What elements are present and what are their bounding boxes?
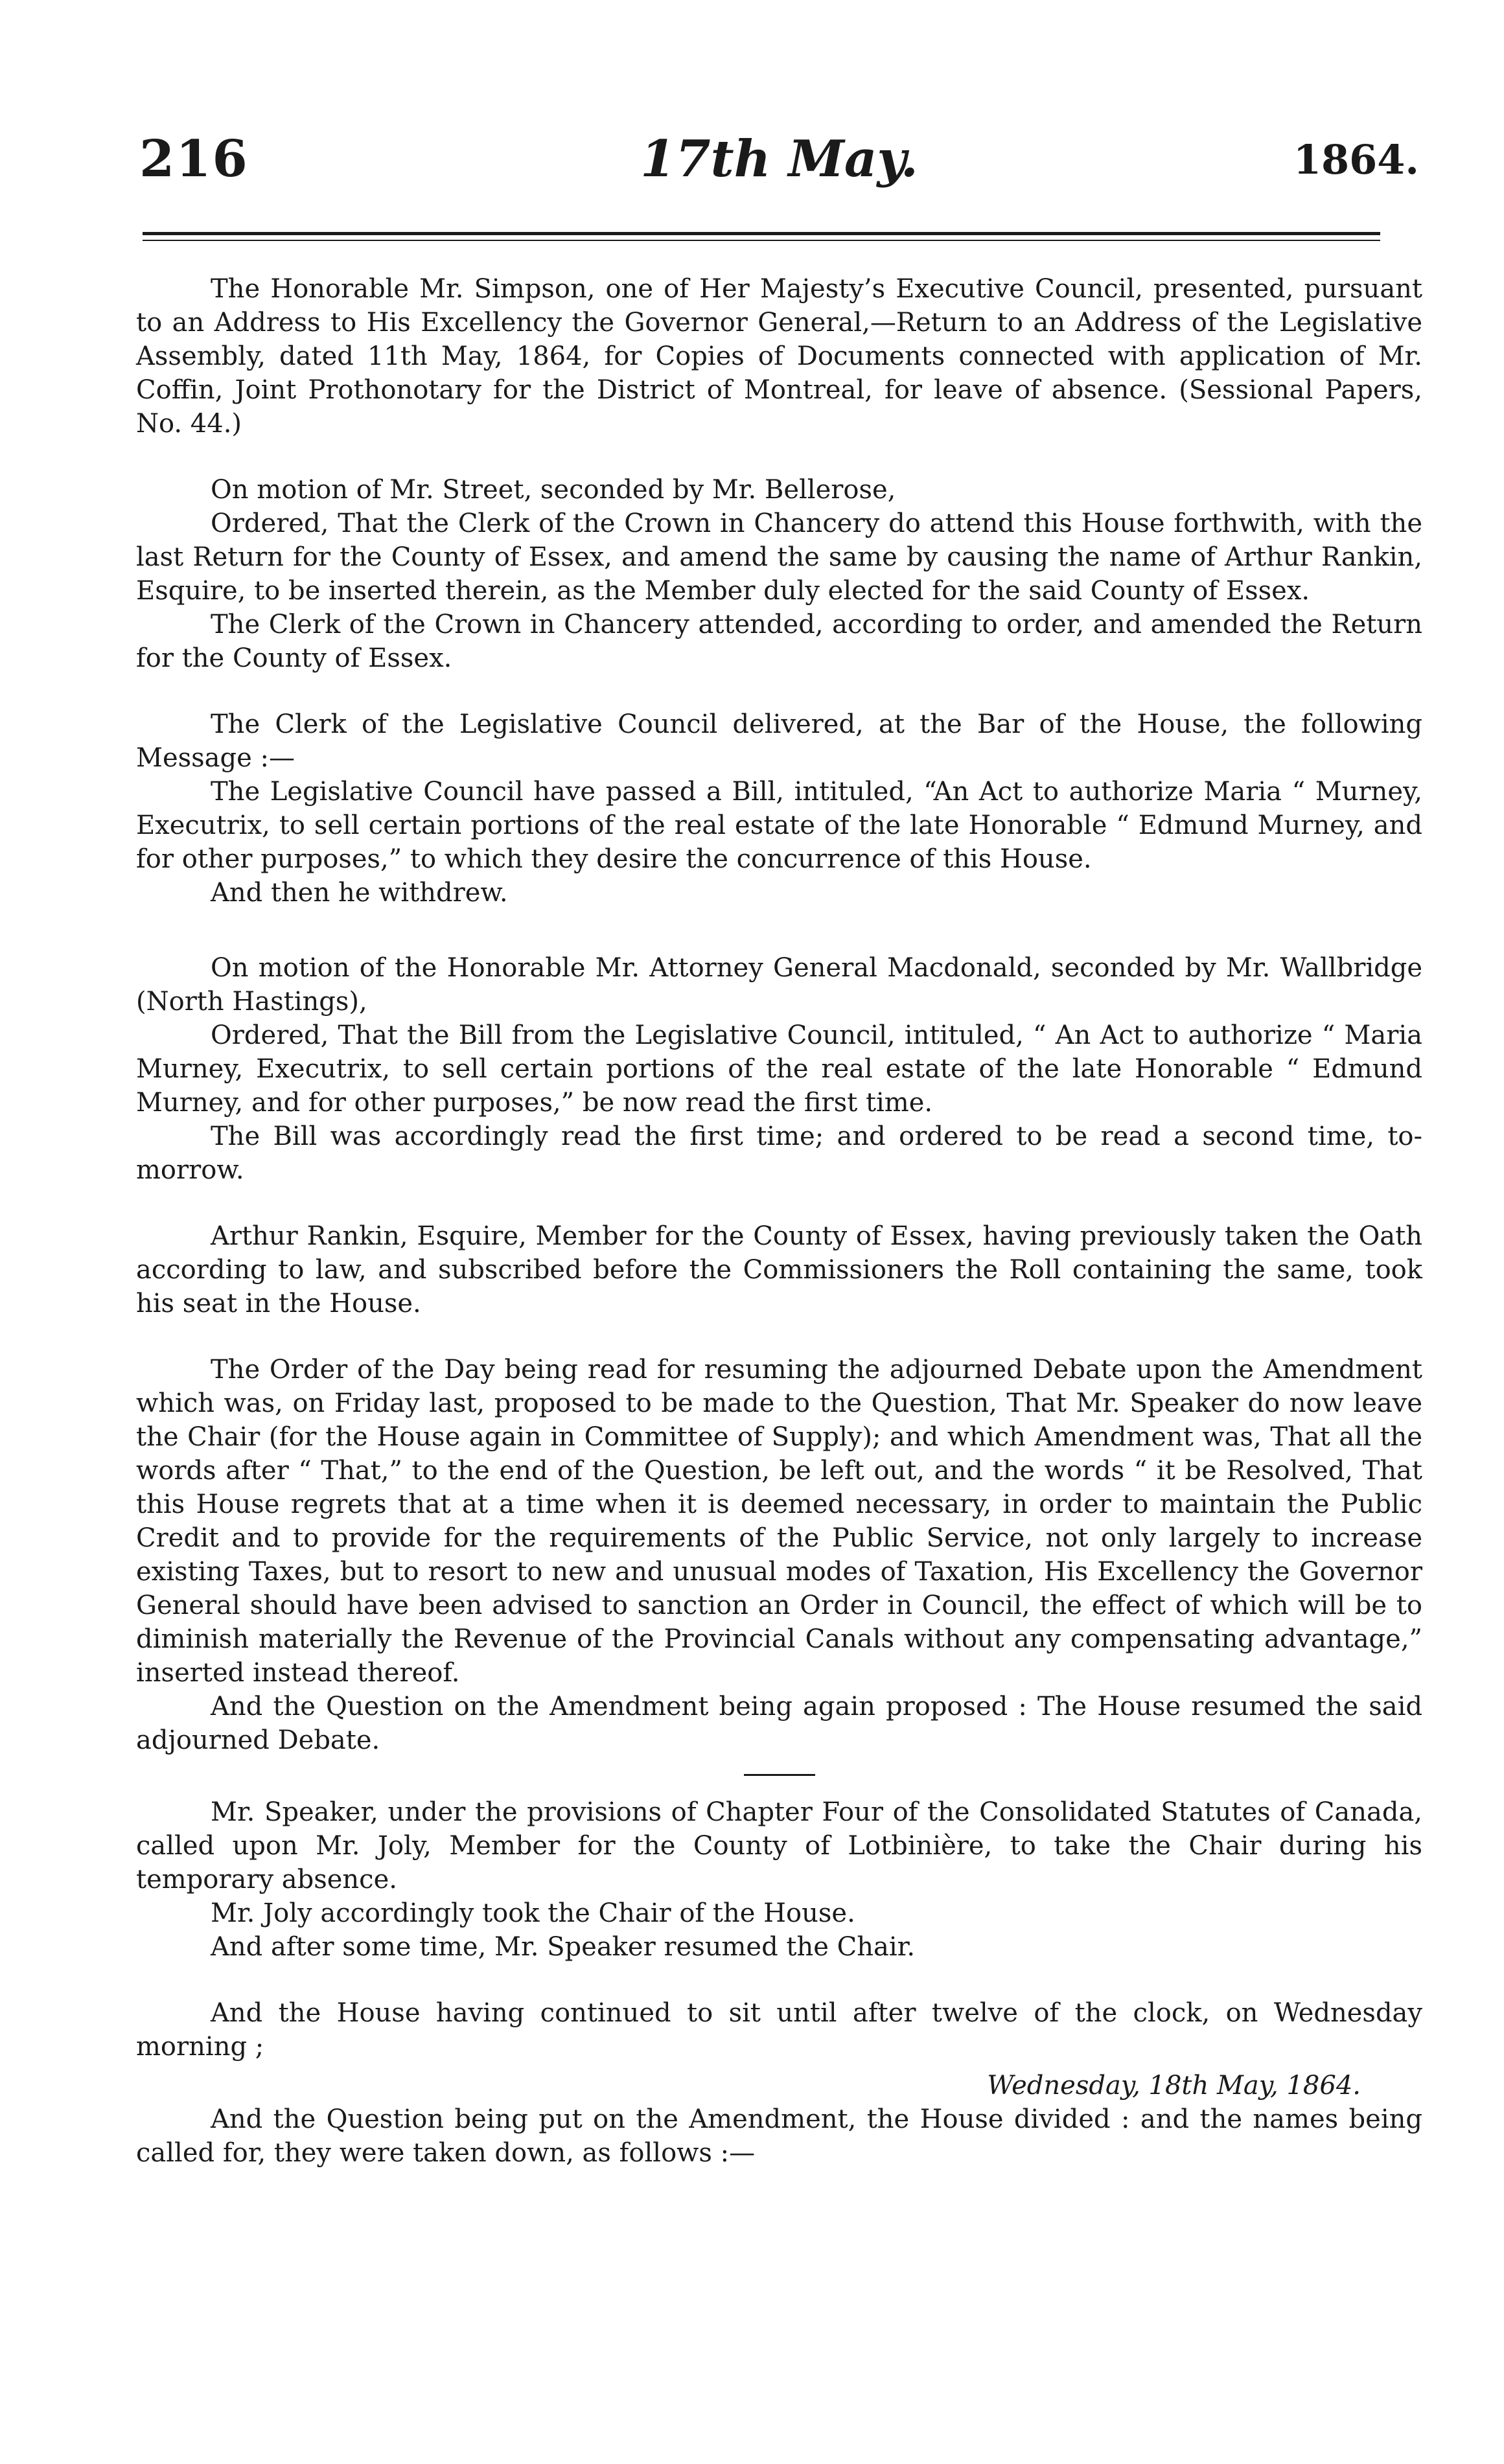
section-divider xyxy=(744,1774,815,1776)
paragraph-clerk-attended: The Clerk of the Crown in Chancery attended, according to order, and amended the Return for the County of Essex. xyxy=(136,610,1422,673)
paragraph-house-divided: And the Question being put on the Amendment, the House divided : and the names being called for, they were taken down, as follows :— xyxy=(136,2104,1422,2168)
paragraph-ordered-clerk: Ordered, That the Clerk of the Crown in Chancery do attend this House forthwith, with the last Return for the County of Essex, and amend the same by causing the name of Arthur Rankin, Esquire, to be inserted therein, as the Member duly elected for the said County of Essex. xyxy=(136,509,1422,606)
header-date: 17th May. xyxy=(640,130,918,189)
paragraph-joly-chair: Mr. Joly accordingly took the Chair of the House. xyxy=(211,1898,855,1928)
page-number: 216 xyxy=(139,130,249,189)
header-rule-thick xyxy=(143,232,1380,235)
journal-body xyxy=(136,272,1422,2170)
paragraph-motion-street: On motion of Mr. Street, seconded by Mr. Bellerose, xyxy=(211,475,896,505)
dateline: Wednesday, 18th May, 1864. xyxy=(987,2071,1361,2101)
header-rule-thin xyxy=(143,240,1380,241)
paragraph-debate-resumed: And the Question on the Amendment being again proposed : The House resumed the said adjourned Debate. xyxy=(136,1692,1422,1755)
paragraph-return-presented: The Honorable Mr. Simpson, one of Her Majesty’s Executive Council, presented, pursuant to an Address to His Excellency the Governor General,—Return to an Address of the Legislative Assembly, dated 11th May, 1864, for Copies of Documents connected with application of Mr. Coffin, Joint Prothonotary for the District of Montreal, for leave of absence. (Sessional Papers, No. 44.) xyxy=(136,274,1422,439)
paragraph-council-message: The Clerk of the Legislative Council delivered, at the Bar of the House, the following Message :— xyxy=(136,709,1422,773)
paragraph-ordered-bill: Ordered, That the Bill from the Legislative Council, intituled, “ An Act to authorize “ Maria Murney, Executrix, to sell certain portions of the real estate of the late Honorable “ Edmund Murney, and for other purposes,” be now read the first time. xyxy=(136,1020,1422,1118)
page-header xyxy=(139,130,1419,201)
paragraph-motion-macdonald: On motion of the Honorable Mr. Attorney General Macdonald, seconded by Mr. Wallbridge (North Hastings), xyxy=(136,953,1422,1017)
header-year: 1864. xyxy=(1293,136,1419,183)
paragraph-withdrew: And then he withdrew. xyxy=(211,878,508,908)
paragraph-bill-passed: The Legislative Council have passed a Bill, intituled, “An Act to authorize Maria “ Murney, Executrix, to sell certain portions of the real estate of the late Honorable “ Edmund Murney, and for other purposes,” to which they desire the concurrence of this House. xyxy=(136,777,1422,874)
paragraph-speaker-joly: Mr. Speaker, under the provisions of Chapter Four of the Consolidated Statutes of Canada, called upon Mr. Joly, Member for the County of Lotbinière, to take the Chair during his temporary absence. xyxy=(136,1797,1422,1894)
paragraph-house-sat: And the House having continued to sit until after twelve of the clock, on Wednesday morning ; xyxy=(136,1998,1422,2062)
paragraph-bill-read: The Bill was accordingly read the first time; and ordered to be read a second time, to-morrow. xyxy=(136,1122,1422,1185)
paragraph-rankin-seat: Arthur Rankin, Esquire, Member for the County of Essex, having previously taken the Oath according to law, and subscribed before the Commissioners the Roll containing the same, took his seat in the House. xyxy=(136,1221,1422,1318)
paragraph-speaker-resumed: And after some time, Mr. Speaker resumed the Chair. xyxy=(211,1932,916,1962)
paragraph-order-of-day: The Order of the Day being read for resuming the adjourned Debate upon the Amendment which was, on Friday last, proposed to be made to the Question, That Mr. Speaker do now leave the Chair (for the House again in Committee of Supply); and which Amendment was, That all the words after “ That,” to the end of the Question, be left out, and the words “ it be Resolved, That this House regrets that at a time when it is deemed necessary, in order to maintain the Public Credit and to provide for the requirements of the Public Service, not only largely to increase existing Taxes, but to resort to new and unusual modes of Taxation, His Excellency the Governor General should have been advised to sanction an Order in Council, the effect of which will be to diminish materially the Revenue of the Provincial Canals without any compensating advantage,” inserted instead thereof. xyxy=(136,1355,1422,1688)
